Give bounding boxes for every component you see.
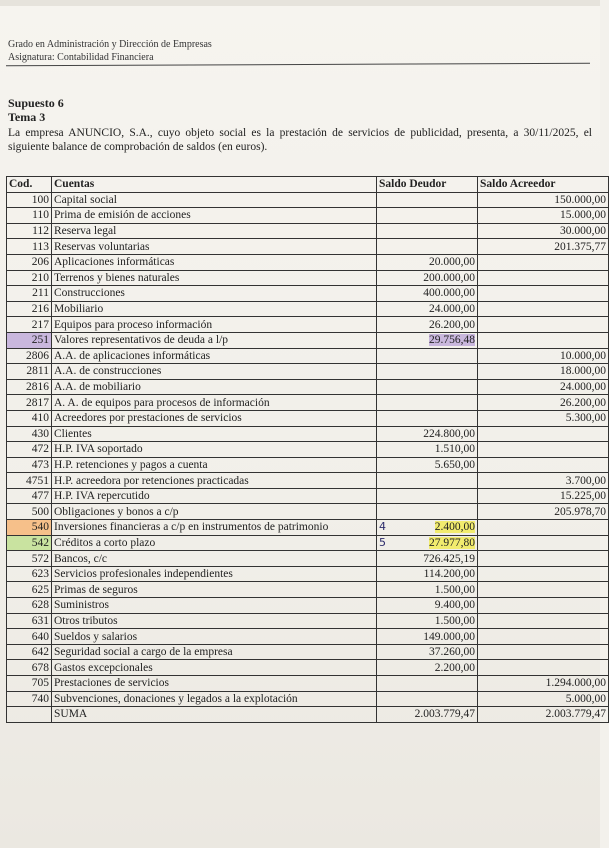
account-name: H.P. acreedora por retenciones practicadas xyxy=(52,473,377,489)
debit-value: 400.000,00 xyxy=(423,287,475,300)
exercise-title: Supuesto 6 xyxy=(8,96,64,110)
credit-balance xyxy=(478,286,609,302)
debit-balance xyxy=(377,457,478,473)
account-name: Mobiliario xyxy=(52,301,377,317)
debit-balance xyxy=(377,317,478,333)
page-edge xyxy=(0,0,600,6)
account-code: 430 xyxy=(7,426,52,442)
table-row xyxy=(7,582,609,598)
table-row xyxy=(7,364,609,380)
debit-value: 2.200,00 xyxy=(434,661,475,674)
debit-value: 224.800,00 xyxy=(423,427,475,440)
debit-balance xyxy=(377,223,478,239)
account-code: 477 xyxy=(7,488,52,504)
account-code: 410 xyxy=(7,410,52,426)
debit-balance xyxy=(377,395,478,411)
account-name: Gastos excepcionales xyxy=(52,660,377,676)
debit-balance xyxy=(377,348,478,364)
table-row xyxy=(7,223,609,239)
debit-value: 1.500,00 xyxy=(434,614,475,627)
account-name: Valores representativos de deuda a l/p xyxy=(52,332,377,348)
account-code: 631 xyxy=(7,613,52,629)
debit-balance xyxy=(377,286,478,302)
account-name: H.P. IVA repercutido xyxy=(52,488,377,504)
table-row xyxy=(7,208,609,224)
credit-balance: 3.700,00 xyxy=(478,473,609,489)
account-code: 2811 xyxy=(7,364,52,380)
debit-value: 27.977,80 xyxy=(429,536,475,549)
account-code: 625 xyxy=(7,582,52,598)
debit-balance xyxy=(377,442,478,458)
account-name: A.A. de mobiliario xyxy=(52,379,377,395)
debit-balance xyxy=(377,301,478,317)
col-saldo-deudor: Saldo Deudor xyxy=(377,177,478,193)
table-body xyxy=(7,192,609,707)
credit-balance xyxy=(478,551,609,567)
account-code: 640 xyxy=(7,629,52,645)
account-name: H.P. retenciones y pagos a cuenta xyxy=(52,457,377,473)
account-name: Prima de emisión de acciones xyxy=(52,208,377,224)
credit-balance xyxy=(478,644,609,660)
account-name: Prestaciones de servicios xyxy=(52,676,377,692)
account-name: Capital social xyxy=(52,192,377,208)
account-code: 211 xyxy=(7,286,52,302)
subject-line: Asignatura: Contabilidad Financiera xyxy=(8,52,154,63)
credit-balance: 24.000,00 xyxy=(478,379,609,395)
debit-balance xyxy=(377,379,478,395)
credit-balance: 1.294.000,00 xyxy=(478,676,609,692)
total-acreedor: 2.003.779,47 xyxy=(478,707,609,723)
credit-balance: 30.000,00 xyxy=(478,223,609,239)
debit-balance xyxy=(377,426,478,442)
debit-value: 37.260,00 xyxy=(429,646,475,659)
account-name: Equipos para proceso información xyxy=(52,317,377,333)
credit-balance xyxy=(478,613,609,629)
account-code: 216 xyxy=(7,301,52,317)
trial-balance-table xyxy=(6,176,609,723)
account-name: Suministros xyxy=(52,598,377,614)
handwritten-mark: 5 xyxy=(379,535,386,549)
account-name: Construcciones xyxy=(52,286,377,302)
debit-balance xyxy=(377,613,478,629)
handwritten-mark: 4 xyxy=(379,520,386,534)
account-code: 2806 xyxy=(7,348,52,364)
credit-balance xyxy=(478,598,609,614)
debit-balance xyxy=(377,192,478,208)
account-name: Créditos a corto plazo xyxy=(52,535,377,551)
debit-balance xyxy=(377,535,478,551)
credit-balance xyxy=(478,426,609,442)
account-code: 500 xyxy=(7,504,52,520)
table-row xyxy=(7,613,609,629)
account-code: 2816 xyxy=(7,379,52,395)
account-code: 572 xyxy=(7,551,52,567)
credit-balance xyxy=(478,582,609,598)
exercise-heading xyxy=(8,96,64,124)
debit-value: 726.425,19 xyxy=(423,552,475,565)
table-row xyxy=(7,239,609,255)
account-code: 623 xyxy=(7,566,52,582)
account-name: Sueldos y salarios xyxy=(52,629,377,645)
total-row xyxy=(7,707,609,723)
table-row xyxy=(7,379,609,395)
table-row xyxy=(7,301,609,317)
table-row xyxy=(7,691,609,707)
account-code: 4751 xyxy=(7,473,52,489)
debit-balance xyxy=(377,239,478,255)
account-code: 210 xyxy=(7,270,52,286)
credit-balance xyxy=(478,660,609,676)
account-code: 251 xyxy=(7,332,52,348)
col-saldo-acreedor: Saldo Acreedor xyxy=(478,177,609,193)
debit-value: 2.400,00 xyxy=(434,521,475,534)
credit-balance xyxy=(478,332,609,348)
table-row xyxy=(7,410,609,426)
table-row xyxy=(7,395,609,411)
debit-value: 114.200,00 xyxy=(423,568,475,581)
credit-balance: 5.000,00 xyxy=(478,691,609,707)
credit-balance: 5.300,00 xyxy=(478,410,609,426)
table-row xyxy=(7,317,609,333)
debit-balance xyxy=(377,520,478,536)
table-row xyxy=(7,254,609,270)
debit-balance xyxy=(377,582,478,598)
debit-balance xyxy=(377,208,478,224)
debit-balance xyxy=(377,410,478,426)
credit-balance xyxy=(478,566,609,582)
account-code: 542 xyxy=(7,535,52,551)
topic-title: Tema 3 xyxy=(8,110,46,124)
table-row xyxy=(7,270,609,286)
credit-balance xyxy=(478,317,609,333)
account-name: Terrenos y bienes naturales xyxy=(52,270,377,286)
debit-balance xyxy=(377,473,478,489)
debit-value: 26.200,00 xyxy=(429,318,475,331)
account-code: 113 xyxy=(7,239,52,255)
debit-balance xyxy=(377,488,478,504)
table-row xyxy=(7,426,609,442)
credit-balance xyxy=(478,442,609,458)
table-row xyxy=(7,598,609,614)
debit-value: 1.510,00 xyxy=(434,443,475,456)
table-row xyxy=(7,488,609,504)
debit-balance xyxy=(377,644,478,660)
account-name: Bancos, c/c xyxy=(52,551,377,567)
table-row xyxy=(7,660,609,676)
credit-balance xyxy=(478,520,609,536)
debit-value: 149.000,00 xyxy=(423,630,475,643)
credit-balance: 10.000,00 xyxy=(478,348,609,364)
credit-balance xyxy=(478,254,609,270)
account-name: Primas de seguros xyxy=(52,582,377,598)
account-name: Seguridad social a cargo de la empresa xyxy=(52,644,377,660)
debit-balance xyxy=(377,660,478,676)
account-name: Aplicaciones informáticas xyxy=(52,254,377,270)
total-label: SUMA xyxy=(52,707,377,723)
credit-balance: 18.000,00 xyxy=(478,364,609,380)
total-cod-cell xyxy=(7,707,52,723)
credit-balance: 15.225,00 xyxy=(478,488,609,504)
account-code: 112 xyxy=(7,223,52,239)
table-row xyxy=(7,629,609,645)
debit-balance xyxy=(377,691,478,707)
table-row xyxy=(7,442,609,458)
account-code: 217 xyxy=(7,317,52,333)
account-code: 740 xyxy=(7,691,52,707)
table-row xyxy=(7,520,609,536)
account-code: 206 xyxy=(7,254,52,270)
document-header xyxy=(8,38,212,64)
account-name: Inversiones financieras a c/p en instrumentos de patrimonio xyxy=(52,520,377,536)
credit-balance: 205.978,70 xyxy=(478,504,609,520)
intro-paragraph: La empresa ANUNCIO, S.A., cuyo objeto social es la prestación de servicios de publicidad, presenta, a 30/11/2025, el siguiente balance de comprobación de saldos (en euros). xyxy=(8,127,592,153)
table-row xyxy=(7,535,609,551)
account-code: 678 xyxy=(7,660,52,676)
account-code: 705 xyxy=(7,676,52,692)
account-name: Acreedores por prestaciones de servicios xyxy=(52,410,377,426)
debit-value: 5.650,00 xyxy=(434,458,475,471)
debit-balance xyxy=(377,676,478,692)
table-row xyxy=(7,676,609,692)
credit-balance xyxy=(478,457,609,473)
account-code: 110 xyxy=(7,208,52,224)
table-row xyxy=(7,286,609,302)
debit-balance xyxy=(377,629,478,645)
table-row xyxy=(7,644,609,660)
debit-balance xyxy=(377,254,478,270)
debit-value: 1.500,00 xyxy=(434,583,475,596)
account-code: 642 xyxy=(7,644,52,660)
credit-balance xyxy=(478,301,609,317)
account-code: 472 xyxy=(7,442,52,458)
col-cuentas: Cuentas xyxy=(52,177,377,193)
table-row xyxy=(7,551,609,567)
account-name: Reserva legal xyxy=(52,223,377,239)
debit-value: 200.000,00 xyxy=(423,271,475,284)
debit-value: 24.000,00 xyxy=(429,303,475,316)
account-name: A.A. de construcciones xyxy=(52,364,377,380)
debit-value: 20.000,00 xyxy=(429,256,475,269)
credit-balance: 26.200,00 xyxy=(478,395,609,411)
credit-balance: 150.000,00 xyxy=(478,192,609,208)
credit-balance: 201.375,77 xyxy=(478,239,609,255)
debit-balance xyxy=(377,364,478,380)
account-name: H.P. IVA soportado xyxy=(52,442,377,458)
credit-balance xyxy=(478,535,609,551)
account-name: Servicios profesionales independientes xyxy=(52,566,377,582)
degree-line: Grado en Administración y Dirección de Empresas xyxy=(8,39,212,50)
debit-balance xyxy=(377,332,478,348)
credit-balance xyxy=(478,270,609,286)
col-cod: Cod. xyxy=(7,177,52,193)
credit-balance xyxy=(478,629,609,645)
account-code: 473 xyxy=(7,457,52,473)
debit-balance xyxy=(377,566,478,582)
table-row xyxy=(7,332,609,348)
account-code: 628 xyxy=(7,598,52,614)
debit-value: 29.756,48 xyxy=(429,334,475,347)
table-header-row xyxy=(7,177,609,193)
account-name: Subvenciones, donaciones y legados a la explotación xyxy=(52,691,377,707)
debit-balance xyxy=(377,598,478,614)
credit-balance: 15.000,00 xyxy=(478,208,609,224)
account-code: 100 xyxy=(7,192,52,208)
account-code: 2817 xyxy=(7,395,52,411)
debit-value: 9.400,00 xyxy=(434,599,475,612)
table-row xyxy=(7,348,609,364)
total-deudor: 2.003.779,47 xyxy=(377,707,478,723)
debit-balance xyxy=(377,504,478,520)
account-name: Reservas voluntarias xyxy=(52,239,377,255)
account-name: Clientes xyxy=(52,426,377,442)
table-row xyxy=(7,504,609,520)
table-row xyxy=(7,566,609,582)
table-row xyxy=(7,473,609,489)
account-name: A. A. de equipos para procesos de información xyxy=(52,395,377,411)
account-name: A.A. de aplicaciones informáticas xyxy=(52,348,377,364)
account-name: Obligaciones y bonos a c/p xyxy=(52,504,377,520)
table-row xyxy=(7,457,609,473)
debit-balance xyxy=(377,270,478,286)
debit-balance xyxy=(377,551,478,567)
account-code: 540 xyxy=(7,520,52,536)
account-name: Otros tributos xyxy=(52,613,377,629)
table-row xyxy=(7,192,609,208)
